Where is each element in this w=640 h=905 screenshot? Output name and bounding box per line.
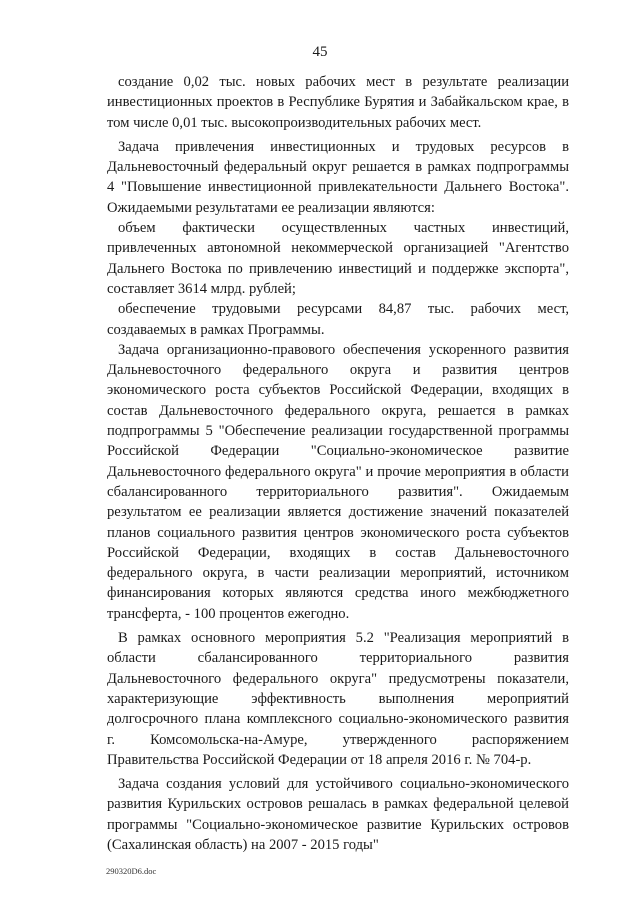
paragraph-labor-resources: обеспечение трудовыми ресурсами 84,87 тыс. рабочих мест, создаваемых в рамках Программы.: [107, 301, 569, 338]
paragraph-subprogram-5: Задача организационно-правового обеспечения ускоренного развития Дальневосточного федерального округа и развития центров экономического роста субъектов Российской Федерации, входящих в состав Дальневосточного федерального округа, решается в рамках подпрограммы 5 "Обеспечение реализации государственной программы Российской Федерации "Социально-экономическое развитие Дальневосточного федерального округа" и прочие мероприятия в области сбалансированного территориального развития". Ожидаемым результатом ее реализации является достижение значений показателей планов социального развития центров экономического роста субъектов Российской Федерации, входящих в состав Дальневосточного федерального округа, в части реализации мероприятий, источником финансирования которых являются средства иного межбюджетного трансферта, - 100 процентов ежегодно.: [107, 341, 569, 622]
paragraph-new-jobs: создание 0,02 тыс. новых рабочих мест в результате реализации инвестиционных проектов в Республике Бурятия и Забайкальском крае, в том числе 0,01 тыс. высокопроизводительных рабочих мест.: [107, 74, 569, 131]
document-body: [107, 72, 569, 855]
paragraph-subprogram-4: Задача привлечения инвестиционных и трудовых ресурсов в Дальневосточный федеральный округ решается в рамках подпрограммы 4 "Повышение инвестиционной привлекательности Дальнего Востока". Ожидаемыми результатами ее реализации являются:: [107, 138, 569, 216]
paragraph-measure-5-2: В рамках основного мероприятия 5.2 "Реализация мероприятий в области сбалансированного территориального развития Дальневосточного федерального округа" предусмотрены показатели, характеризующие эффективность выполнения мероприятий долгосрочного плана комплексного социально-экономического развития г. Комсомольска-на-Амуре, утвержденного распоряжением Правительства Российской Федерации от 18 апреля 2016 г. № 704-р.: [107, 630, 569, 768]
page-number: 45: [312, 44, 328, 60]
paragraph-investment-volume: объем фактически осуществленных частных инвестиций, привлеченных автономной некоммерческой организацией "Агентство Дальнего Востока по привлечению инвестиций и поддержке экспорта", составляет 3614 млрд. рублей;: [107, 220, 569, 297]
paragraph-kuril-islands: Задача создания условий для устойчивого социально-экономического развития Курильских островов решалась в рамках федеральной целевой программы "Социально-экономическое развитие Курильских островов (Сахалинская область) на 2007 - 2015 годы": [107, 776, 569, 853]
footer-filename: 290320D6.doc: [106, 866, 157, 876]
